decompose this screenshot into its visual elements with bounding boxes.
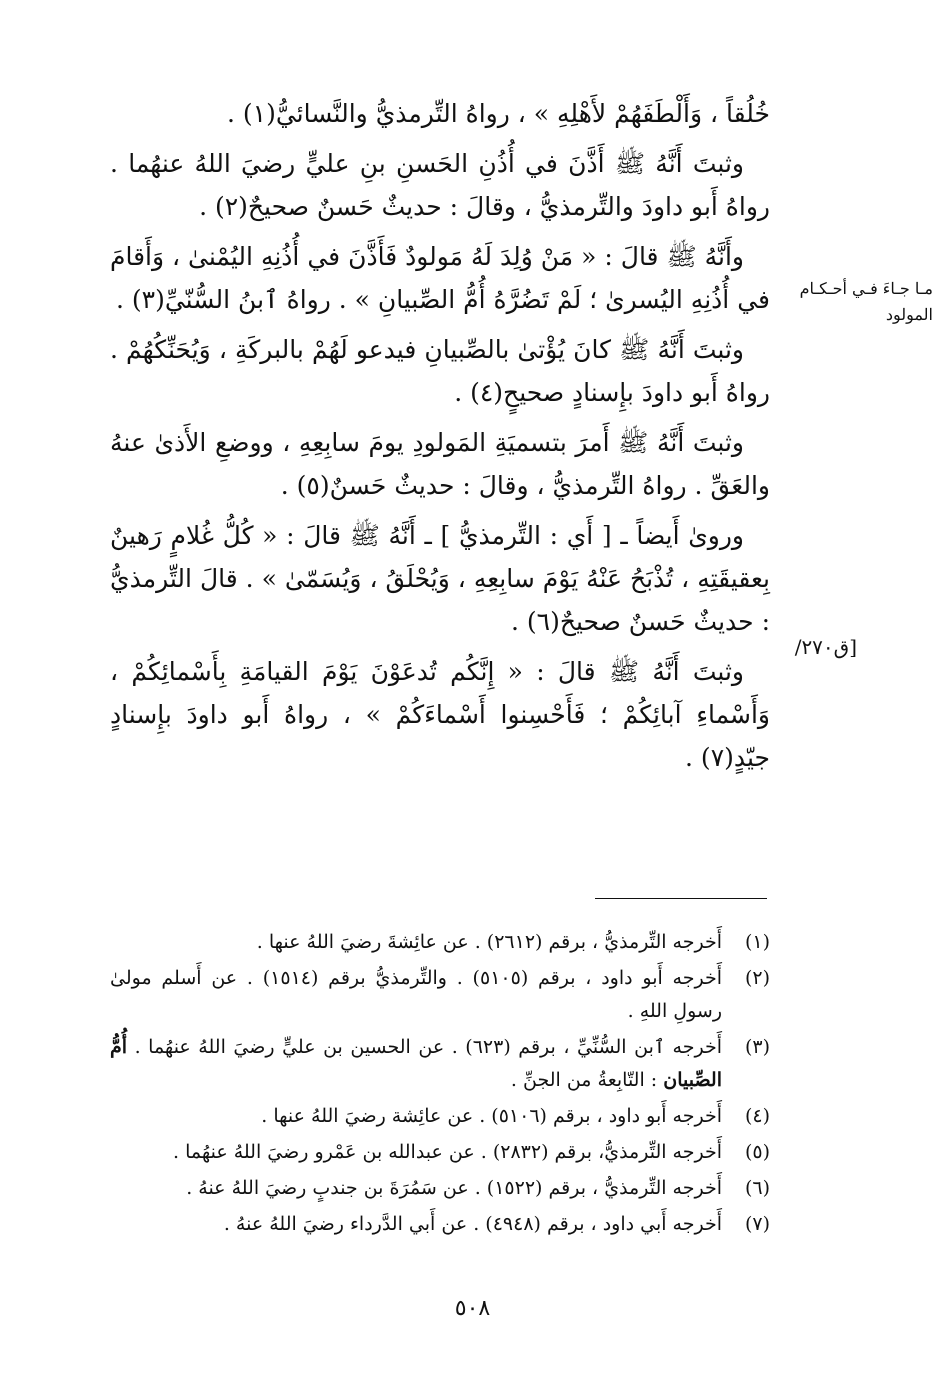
footnote-text-part: : التّابِعةُ من الجنِّ .: [510, 1069, 664, 1091]
page-number: ٥٠٨: [454, 1296, 491, 1321]
footnote-text: أَخرجه التِّرمذيُّ، برقم (٢٨٣٢) . عن عبدالله بن عَمْرو رضيَ اللهُ عنهُما .: [172, 1141, 722, 1163]
footnote-text: أَخرجه التِّرمذيُّ ، برقم (٢٦١٢) . عن عائِشةَ رضيَ اللهُ عنها .: [256, 931, 722, 953]
footnote: [110, 1172, 770, 1205]
footnote-number: (٣): [744, 1036, 770, 1058]
paragraph: وثبتَ أَنَّهُ ﷺ قالَ : « إِنَّكُم تُدعَوْنَ يَوْمَ القيامَةِ بِأَسْمائِكُمْ ، وَأَسْماءِ آبائِكُمْ ؛ فَأَحْسِنوا أَسْماءَكُمْ » ، رواهُ أَبو داودَ بإِسنادٍ جيّدٍ(٧) .: [110, 657, 770, 772]
margin-section-title: مـا جـاءَ فـي أحـكـام المولود: [799, 279, 933, 324]
footnote-text: أَخرجه التِّرمذيُّ ، برقم (١٥٢٢) . عن سَمُرَةَ بن جندبٍ رضيَ اللهُ عنهُ .: [186, 1177, 722, 1199]
footnote-number: (٦): [744, 1177, 770, 1199]
footnote-number: (٢): [744, 967, 770, 989]
paragraph: وثبتَ أَنَّهُ ﷺ أَذَّنَ في أُذُنِ الحَسنِ بنِ عليٍّ رضيَ اللهُ عنهُما . رواهُ أَبو داودَ والتِّرمذيُّ ، وقالَ : حديثٌ حَسنٌ صحيحٌ(٢) .: [110, 149, 770, 221]
paragraph: وروىٰ أَيضاً ـ [ أَي : التِّرمذيُّ ] ـ أَنَّهُ ﷺ قالَ : « كُلُّ غُلامٍ رَهينٌ بِعقيقَتِهِ ، تُذْبَحُ عَنْهُ يَوْمَ سابِعِهِ ، وَيُحْلَقُ ، وَيُسَمّىٰ » . قالَ التِّرمذيُّ : حديثٌ حَسنٌ صحيحٌ(٦) .: [110, 521, 770, 636]
paragraph: وثبتَ أَنَّهُ ﷺ أَمرَ بتسميَةِ المَولودِ يومَ سابِعِهِ ، ووضعِ الأَذىٰ عنهُ والعَقِّ . رواهُ التِّرمذيُّ ، وقالَ : حديثٌ حَسنٌ(٥) .: [110, 428, 770, 500]
footnote: [110, 1031, 770, 1097]
footnote: [110, 1100, 770, 1133]
footnote-divider: [595, 898, 767, 899]
footnote-text-part: أَخرجه ٱبن السُّنِّيِّ ، برقم (٦٢٣) . عن الحسين بن عليٍّ رضيَ اللهُ عنهُما .: [127, 1036, 722, 1058]
footnote-number: (٤): [744, 1105, 770, 1127]
paragraph: خُلُقاً ، وَأَلْطَفَهُمْ لأَهْلِهِ » ، رواهُ التِّرمذيُّ والنَّسائيُّ(١) .: [227, 99, 770, 128]
footnote-number: (٧): [744, 1213, 770, 1235]
main-text: [110, 92, 770, 786]
paragraph: وثبتَ أَنَّهُ ﷺ كانَ يُؤْتىٰ بالصِّبيانِ فيدعو لَهُمْ بالبركَةِ ، وَيُحَنِّكُهُمْ . رواهُ أَبو داودَ بإِسنادٍ صحيحٍ(٤) .: [110, 335, 770, 407]
footnote-text: أَخرجه أَبو داود ، برقم (٥١٠٦) . عن عائِشة رضيَ اللهُ عنها .: [261, 1105, 722, 1127]
footnotes: [110, 926, 770, 1244]
footnote: [110, 1208, 770, 1241]
footnote: [110, 1136, 770, 1169]
footnote-bold-term: أُمُّ الصِّبيان: [110, 1036, 722, 1091]
footnote-text: أَخرجه أَبي داود ، برقم (٤٩٤٨) . عن أَبي الدَّرداء رضيَ اللهُ عنهُ .: [223, 1213, 722, 1235]
footnote-number: (١): [744, 931, 770, 953]
manuscript-reference: [ق٢٧٠/: [794, 635, 857, 659]
footnote-number: (٥): [744, 1141, 770, 1163]
footnote-text: [110, 1031, 722, 1097]
footnote: [110, 926, 770, 959]
footnote-text: أَخرجه أَبو داود ، برقم (٥١٠٥) . والتِّرمذيُّ برقم (١٥١٤) . عن أَسلم مولىٰ رسولِ اللهِ .: [110, 967, 722, 1022]
paragraph: وأَنَّهُ ﷺ قالَ : « مَنْ وُلِدَ لَهُ مَولودٌ فَأَذَّنَ في أُذُنِهِ اليُمْنىٰ ، وَأَقامَ في أُذُنِهِ اليُسرىٰ ؛ لَمْ تَضُرَّهُ أُمُّ الصِّبيانِ » . رواهُ ٱبنُ السُّنّيِّ(٣) .: [110, 242, 770, 314]
footnote: [110, 962, 770, 1028]
